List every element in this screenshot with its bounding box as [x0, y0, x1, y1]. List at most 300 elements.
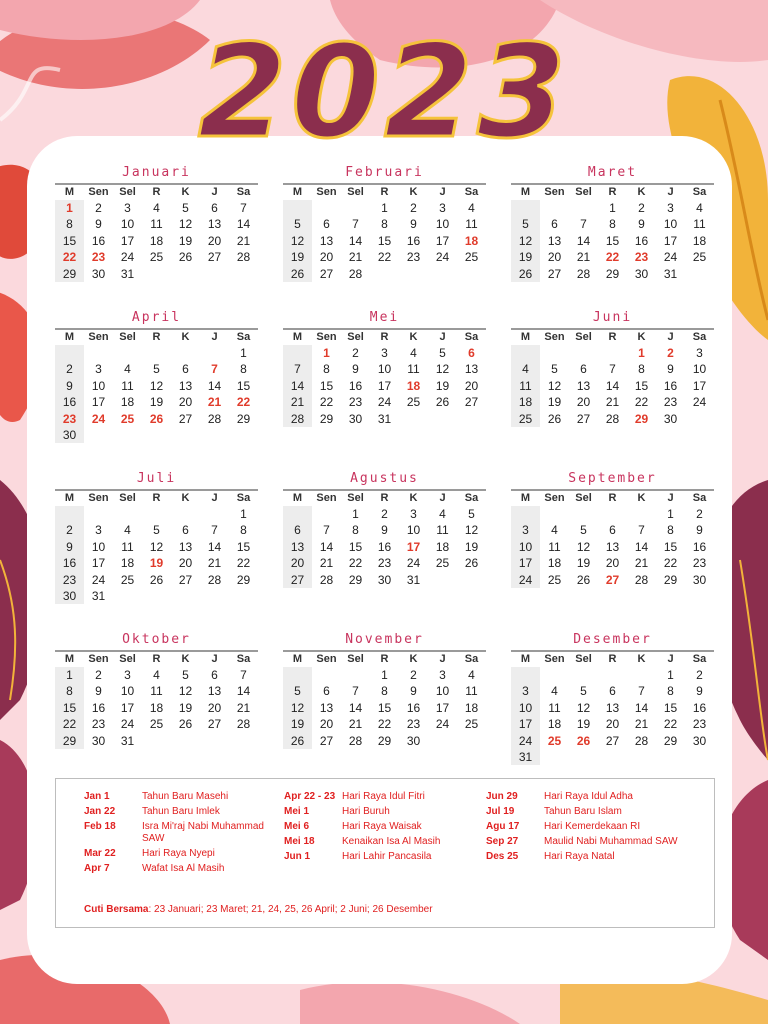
day-cell: 25: [435, 556, 450, 571]
day-cell: 25: [511, 411, 540, 427]
legend-date: Sep 27: [486, 836, 519, 847]
day-cell: 25: [406, 395, 421, 410]
weekday-label: Sen: [544, 653, 565, 665]
day-cell: 19: [283, 249, 312, 265]
day-cell: 2: [381, 507, 388, 521]
empty-cell: [283, 200, 312, 216]
day-cell: 5: [580, 523, 587, 538]
weekday-label: J: [667, 492, 674, 504]
weekday-label: J: [439, 331, 446, 343]
weekday-label: R: [608, 653, 617, 665]
empty-cell: [457, 266, 486, 282]
weekday-label: Sel: [119, 653, 136, 665]
day-cell: 11: [150, 217, 163, 232]
empty-cell: [370, 266, 399, 282]
day-cell: 14: [348, 700, 363, 715]
legend-item: [486, 821, 684, 833]
day-grid: [283, 345, 486, 427]
day-cell: 5: [153, 362, 160, 377]
day-cell: 1: [381, 668, 388, 682]
day-cell: 5: [153, 523, 160, 538]
day-cell: 28: [319, 572, 334, 587]
weekday-label: Sa: [464, 653, 479, 665]
day-cell: 17: [406, 539, 421, 554]
day-cell: 30: [91, 266, 106, 281]
day-cell: 18: [547, 717, 562, 732]
day-cell: 10: [377, 362, 392, 377]
weekday-label: K: [637, 186, 646, 198]
empty-cell: [312, 506, 341, 522]
day-grid: [55, 506, 258, 604]
legend-item: [284, 851, 482, 863]
day-cell: 7: [638, 684, 645, 699]
day-cell: 7: [580, 217, 587, 232]
year-text: 2023: [197, 18, 571, 158]
empty-cell: [171, 266, 200, 282]
day-cell: 13: [576, 378, 591, 393]
weekday-header: [511, 489, 714, 506]
weekday-label: M: [292, 186, 303, 198]
weekday-header: [511, 328, 714, 345]
empty-cell: [142, 266, 171, 282]
month-mei: [283, 310, 486, 427]
day-cell: 16: [406, 233, 421, 248]
empty-cell: [312, 667, 341, 683]
day-cell: 25: [464, 717, 479, 732]
legend-item: [84, 863, 282, 875]
day-cell: 10: [91, 378, 106, 393]
empty-cell: [540, 667, 569, 683]
day-cell: 1: [55, 667, 84, 683]
weekday-label: Sel: [347, 186, 364, 198]
weekday-label: Sa: [464, 186, 479, 198]
day-cell: 26: [283, 733, 312, 749]
legend-date: Des 25: [486, 851, 519, 862]
weekday-label: Sel: [119, 492, 136, 504]
empty-cell: [84, 345, 113, 361]
day-cell: 4: [696, 201, 703, 215]
day-cell: 15: [663, 700, 678, 715]
day-cell: 5: [580, 684, 587, 699]
day-cell: 29: [236, 572, 251, 587]
day-cell: 19: [511, 249, 540, 265]
empty-cell: [598, 345, 627, 361]
day-cell: 28: [576, 266, 591, 281]
day-cell: 1: [667, 668, 674, 682]
day-cell: 1: [381, 201, 388, 215]
weekday-label: Sa: [692, 653, 707, 665]
day-cell: 27: [605, 733, 620, 748]
day-cell: 3: [667, 201, 674, 215]
day-cell: 15: [236, 539, 251, 554]
day-cell: 3: [381, 346, 388, 360]
day-cell: 21: [605, 395, 620, 410]
day-cell: 13: [178, 378, 193, 393]
day-cell: 14: [576, 233, 591, 248]
empty-cell: [511, 506, 540, 522]
day-grid: [283, 506, 486, 588]
weekday-header: [55, 650, 258, 667]
day-cell: 26: [435, 395, 450, 410]
day-cell: 3: [95, 362, 102, 377]
day-cell: 25: [120, 572, 135, 587]
day-cell: 26: [178, 717, 193, 732]
day-cell: 5: [511, 216, 540, 232]
legend-holiday-name: Kenaikan Isa Al Masih: [342, 836, 441, 847]
legend-holiday-name: Hari Buruh: [342, 806, 390, 817]
day-cell: 30: [692, 733, 707, 748]
day-cell: 20: [178, 556, 193, 571]
weekday-label: M: [292, 331, 303, 343]
day-cell: 18: [435, 539, 450, 554]
weekday-label: J: [667, 653, 674, 665]
day-cell: 11: [548, 700, 561, 715]
weekday-label: M: [64, 331, 75, 343]
day-cell: 18: [692, 233, 707, 248]
day-cell: 27: [576, 411, 591, 426]
weekday-label: R: [152, 653, 161, 665]
empty-cell: [200, 588, 229, 604]
empty-cell: [540, 749, 569, 765]
day-cell: 24: [406, 556, 421, 571]
day-cell: 25: [692, 250, 707, 265]
day-cell: 1: [240, 346, 247, 360]
weekday-label: J: [667, 331, 674, 343]
legend-item: [284, 806, 482, 818]
day-cell: 28: [236, 717, 251, 732]
day-cell: 22: [236, 395, 251, 410]
legend-holiday-name: Hari Raya Natal: [544, 851, 615, 862]
day-cell: 27: [178, 411, 193, 426]
day-cell: 31: [511, 749, 540, 765]
empty-cell: [428, 572, 457, 588]
month-name: Maret: [587, 165, 638, 180]
weekday-label: Sen: [88, 186, 109, 198]
weekday-label: M: [64, 186, 75, 198]
empty-cell: [55, 506, 84, 522]
legend-date: Jan 22: [84, 806, 116, 817]
day-cell: 17: [511, 716, 540, 732]
legend-item: [84, 791, 282, 803]
day-cell: 21: [236, 700, 251, 715]
empty-cell: [457, 572, 486, 588]
weekday-header: [283, 328, 486, 345]
weekday-label: M: [520, 331, 531, 343]
day-cell: 8: [323, 362, 330, 377]
month-januari: [55, 165, 258, 282]
day-cell: 7: [240, 201, 247, 215]
day-cell: 20: [547, 250, 562, 265]
day-cell: 16: [55, 394, 84, 410]
empty-cell: [656, 749, 685, 765]
legend-item: [284, 821, 482, 833]
day-cell: 8: [667, 684, 674, 699]
day-cell: 13: [178, 539, 193, 554]
day-cell: 22: [377, 250, 392, 265]
empty-cell: [540, 200, 569, 216]
day-cell: 24: [511, 733, 540, 749]
day-cell: 31: [663, 266, 678, 281]
day-cell: 15: [377, 700, 392, 715]
day-cell: 4: [410, 346, 417, 360]
day-cell: 13: [605, 700, 620, 715]
day-cell: 8: [240, 362, 247, 377]
day-cell: 22: [55, 716, 84, 732]
day-grid: [283, 667, 486, 749]
day-cell: 9: [638, 217, 645, 232]
day-cell: 26: [464, 556, 479, 571]
day-cell: 10: [91, 539, 106, 554]
legend-date: Jan 1: [84, 791, 110, 802]
day-cell: 13: [283, 539, 312, 555]
weekday-label: Sa: [464, 331, 479, 343]
empty-cell: [229, 266, 258, 282]
weekday-label: Sel: [347, 653, 364, 665]
day-cell: 14: [319, 539, 334, 554]
day-cell: 17: [91, 556, 106, 571]
day-cell: 11: [121, 378, 134, 393]
day-cell: 6: [283, 522, 312, 538]
day-cell: 17: [511, 555, 540, 571]
legend-holiday-name: Wafat Isa Al Masih: [142, 863, 225, 874]
day-cell: 6: [211, 201, 218, 215]
weekday-label: M: [520, 492, 531, 504]
day-cell: 16: [663, 378, 678, 393]
day-cell: 24: [435, 717, 450, 732]
day-cell: 4: [551, 684, 558, 699]
month-juli: [55, 471, 258, 604]
weekday-header: [283, 650, 486, 667]
empty-cell: [457, 411, 486, 427]
day-cell: 20: [207, 700, 222, 715]
empty-cell: [171, 733, 200, 749]
day-cell: 22: [663, 717, 678, 732]
day-cell: 6: [323, 684, 330, 699]
day-cell: 29: [605, 266, 620, 281]
day-cell: 25: [149, 250, 164, 265]
month-desember: [511, 632, 714, 765]
empty-cell: [511, 200, 540, 216]
day-cell: 15: [55, 700, 84, 716]
day-cell: 10: [120, 217, 135, 232]
empty-cell: [685, 411, 714, 427]
empty-cell: [142, 733, 171, 749]
day-cell: 28: [634, 572, 649, 587]
day-cell: 9: [667, 362, 674, 377]
day-cell: 6: [211, 668, 218, 682]
day-cell: 8: [55, 216, 84, 232]
empty-cell: [685, 266, 714, 282]
day-cell: 21: [348, 250, 363, 265]
empty-cell: [399, 411, 428, 427]
day-cell: 1: [667, 507, 674, 521]
day-cell: 15: [55, 233, 84, 249]
day-cell: 18: [406, 378, 421, 393]
legend-holiday-name: Isra Mi'raj Nabi Muhammad SAW: [142, 821, 264, 844]
day-cell: 23: [663, 395, 678, 410]
weekday-label: K: [409, 492, 418, 504]
day-cell: 7: [638, 523, 645, 538]
month-februari: [283, 165, 486, 282]
legend-item: [84, 806, 282, 818]
weekday-label: Sel: [575, 331, 592, 343]
weekday-label: M: [292, 653, 303, 665]
weekday-label: R: [380, 492, 389, 504]
day-cell: 30: [55, 427, 84, 443]
day-cell: 20: [319, 250, 334, 265]
day-cell: 21: [634, 556, 649, 571]
day-cell: 24: [120, 250, 135, 265]
day-cell: 5: [439, 346, 446, 360]
day-cell: 13: [319, 700, 334, 715]
day-cell: 6: [323, 217, 330, 232]
legend-item: [284, 791, 482, 803]
empty-cell: [200, 733, 229, 749]
month-name: Agustus: [350, 471, 419, 486]
empty-cell: [627, 506, 656, 522]
day-cell: 17: [120, 233, 135, 248]
day-cell: 29: [319, 411, 334, 426]
day-cell: 20: [283, 555, 312, 571]
day-cell: 12: [576, 700, 591, 715]
day-cell: 19: [464, 539, 479, 554]
day-cell: 24: [511, 572, 540, 588]
day-cell: 13: [207, 684, 222, 699]
day-cell: 15: [634, 378, 649, 393]
month-juni: [511, 310, 714, 427]
empty-cell: [428, 733, 457, 749]
day-cell: 16: [406, 700, 421, 715]
day-cell: 8: [609, 217, 616, 232]
legend-holiday-name: Hari Kemerdekaan RI: [544, 821, 641, 832]
day-cell: 3: [124, 201, 131, 215]
empty-cell: [200, 266, 229, 282]
weekday-label: K: [409, 331, 418, 343]
day-cell: 23: [91, 717, 106, 732]
day-cell: 24: [120, 717, 135, 732]
empty-cell: [511, 345, 540, 361]
day-cell: 25: [149, 717, 164, 732]
month-name: Januari: [122, 165, 191, 180]
day-cell: 20: [178, 395, 193, 410]
day-cell: 3: [439, 668, 446, 682]
day-cell: 27: [605, 572, 620, 587]
day-cell: 27: [319, 266, 334, 281]
empty-cell: [229, 733, 258, 749]
day-cell: 11: [511, 378, 540, 394]
day-cell: 3: [511, 522, 540, 538]
day-cell: 19: [149, 556, 164, 571]
weekday-label: R: [380, 331, 389, 343]
day-cell: 5: [283, 216, 312, 232]
day-cell: 12: [283, 233, 312, 249]
day-cell: 7: [352, 684, 359, 699]
day-cell: 18: [120, 395, 135, 410]
empty-cell: [627, 749, 656, 765]
day-cell: 11: [693, 217, 706, 232]
day-cell: 1: [638, 346, 645, 360]
day-cell: 14: [348, 233, 363, 248]
day-cell: 6: [182, 523, 189, 538]
day-cell: 16: [91, 233, 106, 248]
day-cell: 11: [407, 362, 420, 377]
weekday-label: Sa: [236, 331, 251, 343]
legend-holiday-name: Tahun Baru Islam: [544, 806, 622, 817]
day-cell: 20: [319, 717, 334, 732]
day-grid: [55, 345, 258, 443]
legend-date: Mei 18: [284, 836, 315, 847]
day-cell: 15: [319, 378, 334, 393]
day-cell: 9: [381, 523, 388, 538]
day-cell: 5: [468, 507, 475, 521]
weekday-label: J: [211, 186, 218, 198]
empty-cell: [229, 427, 258, 443]
day-cell: 11: [150, 684, 163, 699]
day-cell: 18: [149, 700, 164, 715]
day-cell: 16: [55, 555, 84, 571]
legend-item: [284, 836, 482, 848]
day-cell: 22: [605, 250, 620, 265]
legend-holiday-name: Hari Raya Idul Adha: [544, 791, 633, 802]
empty-cell: [171, 345, 200, 361]
weekday-label: Sa: [692, 331, 707, 343]
empty-cell: [569, 506, 598, 522]
day-cell: 3: [696, 346, 703, 360]
day-cell: 9: [95, 684, 102, 699]
weekday-label: R: [608, 492, 617, 504]
day-cell: 1: [352, 507, 359, 521]
empty-cell: [171, 427, 200, 443]
day-cell: 22: [377, 717, 392, 732]
empty-cell: [283, 506, 312, 522]
day-cell: 20: [576, 395, 591, 410]
weekday-label: K: [637, 331, 646, 343]
legend-date: Feb 18: [84, 821, 116, 832]
day-cell: 7: [240, 668, 247, 682]
day-cell: 21: [283, 394, 312, 410]
day-cell: 4: [124, 362, 131, 377]
weekday-label: J: [667, 186, 674, 198]
day-cell: 19: [178, 233, 193, 248]
legend-item: [486, 851, 684, 863]
day-cell: 3: [124, 668, 131, 682]
day-cell: 20: [605, 717, 620, 732]
day-cell: 27: [319, 733, 334, 748]
empty-cell: [312, 200, 341, 216]
cuti-bersama-text: : 23 Januari; 23 Maret; 21, 24, 25, 26 April; 2 Juni; 26 Desember: [148, 904, 433, 915]
day-cell: 15: [663, 539, 678, 554]
day-cell: 28: [348, 266, 363, 281]
day-cell: 30: [406, 733, 421, 748]
day-grid: [511, 200, 714, 282]
day-cell: 8: [667, 523, 674, 538]
day-cell: 26: [178, 250, 193, 265]
empty-cell: [113, 427, 142, 443]
day-cell: 29: [236, 411, 251, 426]
day-cell: 2: [95, 201, 102, 215]
day-cell: 28: [283, 411, 312, 427]
day-cell: 24: [91, 572, 106, 587]
month-name: November: [345, 632, 424, 647]
empty-cell: [142, 588, 171, 604]
weekday-label: Sel: [347, 331, 364, 343]
legend-item: [486, 836, 684, 848]
day-cell: 17: [435, 700, 450, 715]
day-cell: 19: [435, 378, 450, 393]
day-cell: 12: [149, 539, 164, 554]
weekday-header: [283, 489, 486, 506]
day-cell: 17: [663, 233, 678, 248]
